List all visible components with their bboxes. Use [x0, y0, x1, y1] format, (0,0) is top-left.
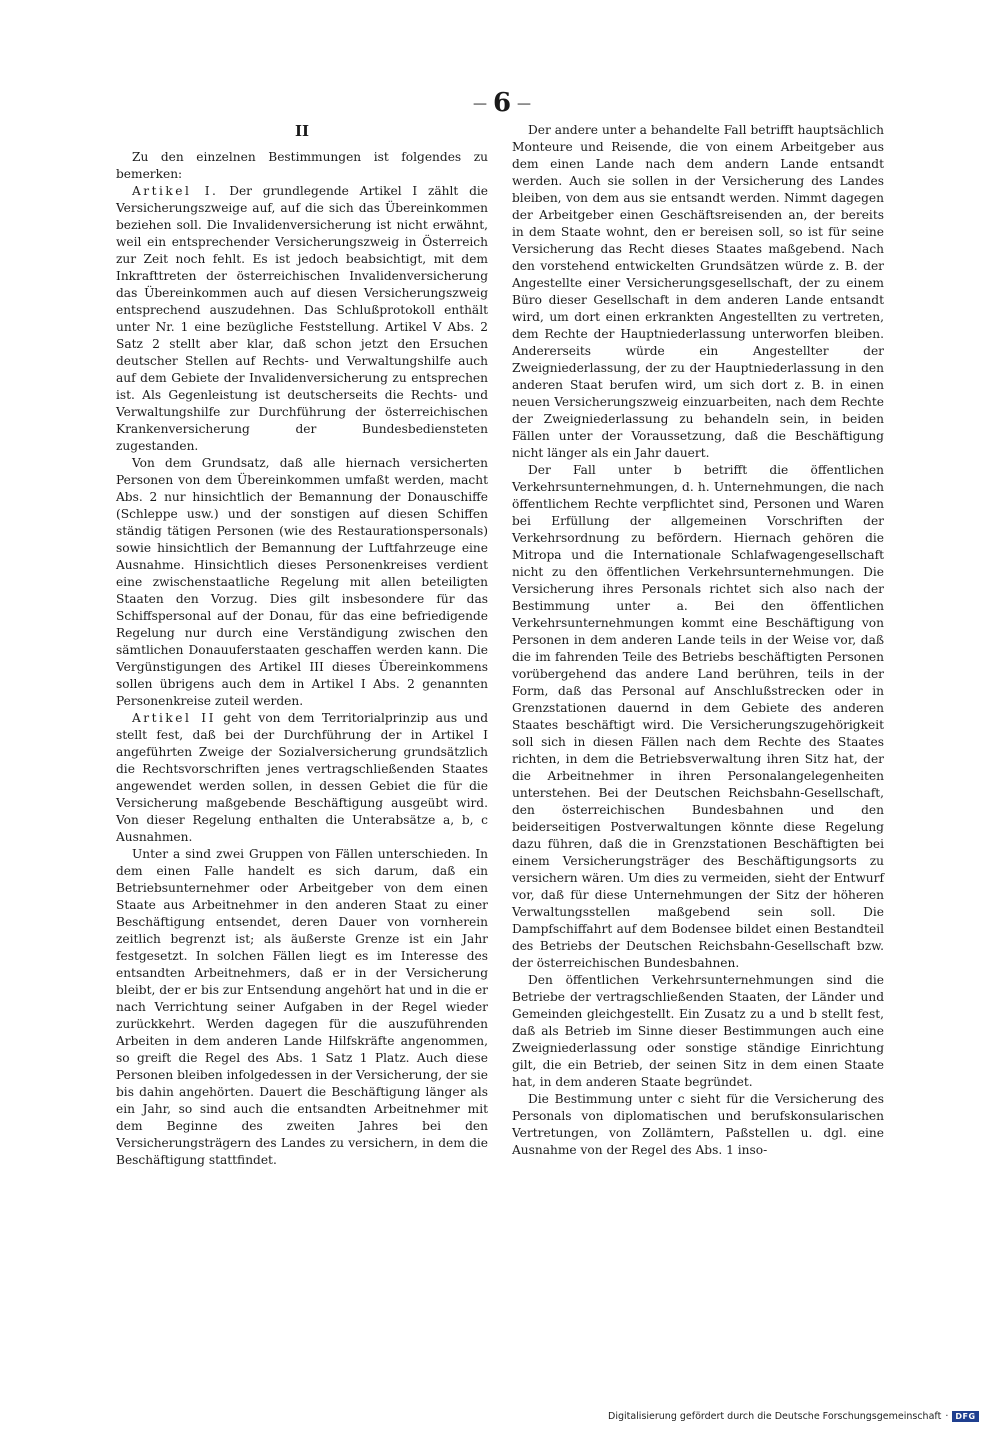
dfg-logo-icon: DFG [952, 1411, 978, 1422]
case-a-paragraph: Unter a sind zwei Gruppen von Fällen unterschieden. In dem einen Falle handelt es sich darum, daß ein Betriebsunternehmer oder Arbeitgeber von dem einen Staate aus Arbeitnehmer in den anderen Staat zu einer Beschäftigung entsendet, deren Dauer von vornherein zeitlich begrenzt ist; als äußerste Grenze ist ein Jahr festgesetzt. In solchen Fällen liegt es im Interesse des entsandten Arbeitnehmers, daß er in der Versicherung bleibt, der er bis zur Entsendung angehört hat und in die er nach Verrichtung seiner Aufgaben in der Regel wieder zurückkehrt. Werden dagegen für die auszuführenden Arbeiten in dem anderen Lande Hilfskräfte angenommen, so greift die Regel des Abs. 1 Satz 1 Platz. Auch diese Personen bleiben infolgedessen in der Versicherung, der sie bis dahin angehörten. Dauert die Beschäftigung länger als ein Jahr, so sind auch die entsandten Arbeitnehmer mit dem Beginne des zweiten Jahres bei den Versicherungsträgern des Landes zu versichern, in dem die Beschäftigung stattfindet. [116, 847, 488, 1167]
article-ii-lead: Artikel II [132, 711, 216, 725]
case-b-paragraph: Der Fall unter b betrifft die öffentlichen Verkehrsunternehmungen, d. h. Unternehmungen, die nach öffentlichem Rechte verpflichtet sind, Personen und Waren bei Erfüllung der allgemeinen Vorschriften der Verkehrsordnung zu befördern. Hiernach gehören die Mitropa und die Internationale Schlafwagengesellschaft nicht zu den öffentlichen Verkehrsunternehmungen. Die Versicherung ihres Personals richtet sich also nach der Bestimmung unter a. Bei den öffentlichen Verkehrsunternehmungen kommt eine Beschäftigung von Personen in dem anderen Lande teils in der Weise vor, daß die im fahrenden Teile des Betriebs beschäftigten Personen vorübergehend das andere Land berühren, teils in der Form, daß das Personal auf Anschlußstrecken oder in Grenzstationen dauernd in dem Gebiete des anderen Staates beschäftigt wird. Die Versicherungszugehörigkeit soll sich in diesen Fällen nach dem Rechte des Staates richten, in dem die Betriebsverwaltung ihren Sitz hat, der die Arbeitnehmer in ihren Personalangelegenheiten unterstehen. Bei der Deutschen Reichsbahn-Gesellschaft, den österreichischen Bundesbahnen und den beiderseitigen Postverwaltungen könnte diese Regelung dazu führen, daß die in Grenzstationen Beschäftigten bei einem Versicherungsträger des Beschäftigungsorts zu versichern wären. Um dies zu vermeiden, sieht der Entwurf vor, daß für diese Unternehmungen der Sitz der höheren Verwaltungsstellen maßgebend sein soll. Die Dampfschiffahrt auf dem Bodensee bildet einen Bestandteil des Betriebs der Deutschen Reichsbahn-Gesellschaft bzw. der österreichischen Bundesbahnen. [512, 463, 884, 970]
intro-paragraph: Zu den einzelnen Bestimmungen ist folgendes zu bemerken: [116, 150, 488, 181]
footer: Digitalisierung gefördert durch die Deutsche Forschungsgemeinschaft · DFG [608, 1411, 979, 1422]
right-column [512, 122, 884, 1159]
article-i-lead: Artikel I. [132, 184, 219, 198]
left-column [116, 122, 488, 1169]
article-ii-text: geht von dem Territorialprinzip aus und stellt fest, daß bei der Durchführung der in Artikel I angeführten Zweige der Sozialversicherung grundsätzlich die Rechtsvorschriften jenes vertragschließenden Staates angewendet werden sollen, in dessen Gebiet die für die Versicherung maßgebende Beschäftigung ausgeübt wird. Von dieser Regelung enthalten die Unterabsätze a, b, c Ausnahmen. [116, 711, 488, 844]
state-enterprises-paragraph: Den öffentlichen Verkehrsunternehmungen sind die Betriebe der vertragschließenden Staaten, der Länder und Gemeinden gleichgestellt. Ein Zusatz zu a und b stellt fest, daß als Betrieb im Sinne dieser Bestimmungen auch eine Zweigniederlassung oder sonstige ständige Einrichtung gilt, die ein Betrieb, der seinen Sitz in dem einen Staate hat, in dem anderen Staate begründet. [512, 973, 884, 1089]
exception-paragraph: Von dem Grundsatz, daß alle hiernach versicherten Personen von dem Übereinkommen umfaßt werden, macht Abs. 2 nur hinsichtlich der Bemannung der Donauschiffe (Schleppe usw.) und der sonstigen auf diesen Schiffen ständig tätigen Personen (wie des Restaurationspersonals) sowie hinsichtlich der Bemannung der Luftfahrzeuge eine Ausnahme. Hinsichtlich dieses Personenkreises verdient eine zwischenstaatliche Regelung mit allen beteiligten Staaten den Vorzug. Dies gilt insbesondere für das Schiffspersonal auf der Donau, für das eine befriedigende Regelung nur durch eine Verständigung zwischen den sämtlichen Donauuferstaaten geschaffen werden kann. Die Vergünstigungen des Artikel III dieses Übereinkommens sollen übrigens auch dem in Artikel I Abs. 2 genannten Personenkreise zuteil werden. [116, 456, 488, 708]
footer-text: Digitalisierung gefördert durch die Deutsche Forschungsgemeinschaft [608, 1411, 942, 1422]
case-a-continued-paragraph: Der andere unter a behandelte Fall betrifft hauptsächlich Monteure und Reisende, die von einem Arbeitgeber aus dem einen Lande nach dem andern Lande entsandt werden. Auch sie sollen in der Versicherung des Landes bleiben, von dem aus sie entsandt werden. Nimmt dagegen der Arbeitgeber einen Geschäftsreisenden an, der bereits in dem Staate wohnt, den er bereisen soll, so ist für seine Versicherung das Recht dieses Staates maßgebend. Nach den vorstehend entwickelten Grundsätzen würde z. B. der Angestellte einer Versicherungsgesellschaft, der zu einem Büro dieser Gesellschaft in dem anderen Lande entsandt wird, um dort einen erkrankten Angestellten zu vertreten, dem Rechte der Hauptniederlassung unterworfen bleiben. Andererseits würde ein Angestellter der Zweigniederlassung, der zu der Hauptniederlassung in den anderen Staat berufen wird, um sich dort z. B. in einen neuen Versicherungszweig einzuarbeiten, nach dem Rechte der Zweigniederlassung zu behandeln sein, in beiden Fällen unter der Voraussetzung, daß die Beschäftigung nicht länger als ein Jahr dauert. [512, 123, 884, 460]
case-c-paragraph: Die Bestimmung unter c sieht für die Versicherung des Personals von diplomatischen und berufskonsularischen Vertretungen, von Zollämtern, Paßstellen u. dgl. eine Ausnahme von der Regel des Abs. 1 inso- [512, 1092, 884, 1157]
article-i-paragraph [116, 183, 488, 455]
article-i-text: Der grundlegende Artikel I zählt die Versicherungszweige auf, auf die sich das Übereinkommen beziehen soll. Die Invalidenversicherung ist nicht erwähnt, weil ein entsprechender Versicherungszweig in Österreich zur Zeit noch fehlt. Es ist jedoch beabsichtigt, mit dem Inkrafttreten der österreichischen Invalidenversicherung das Übereinkommen auch auf diesen Versicherungszweig entsprechend auszudehnen. Das Schlußprotokoll enthält unter Nr. 1 eine bezügliche Feststellung. Artikel V Abs. 2 Satz 2 stellt aber klar, daß schon jetzt den Ersuchen deutscher Stellen auf Rechts- und Verwaltungshilfe auch auf dem Gebiete der Invalidenversicherung zu entsprechen ist. Als Gegenleistung ist deutscherseits die Rechts- und Verwaltungshilfe zur Durchführung der österreichischen Krankenversicherung der Bundesbediensteten zugestanden. [116, 184, 489, 453]
article-ii-paragraph [116, 710, 488, 846]
page-number-value: 6 [492, 88, 512, 118]
section-heading: II [294, 122, 310, 140]
page-number: — 6 — [472, 88, 532, 118]
